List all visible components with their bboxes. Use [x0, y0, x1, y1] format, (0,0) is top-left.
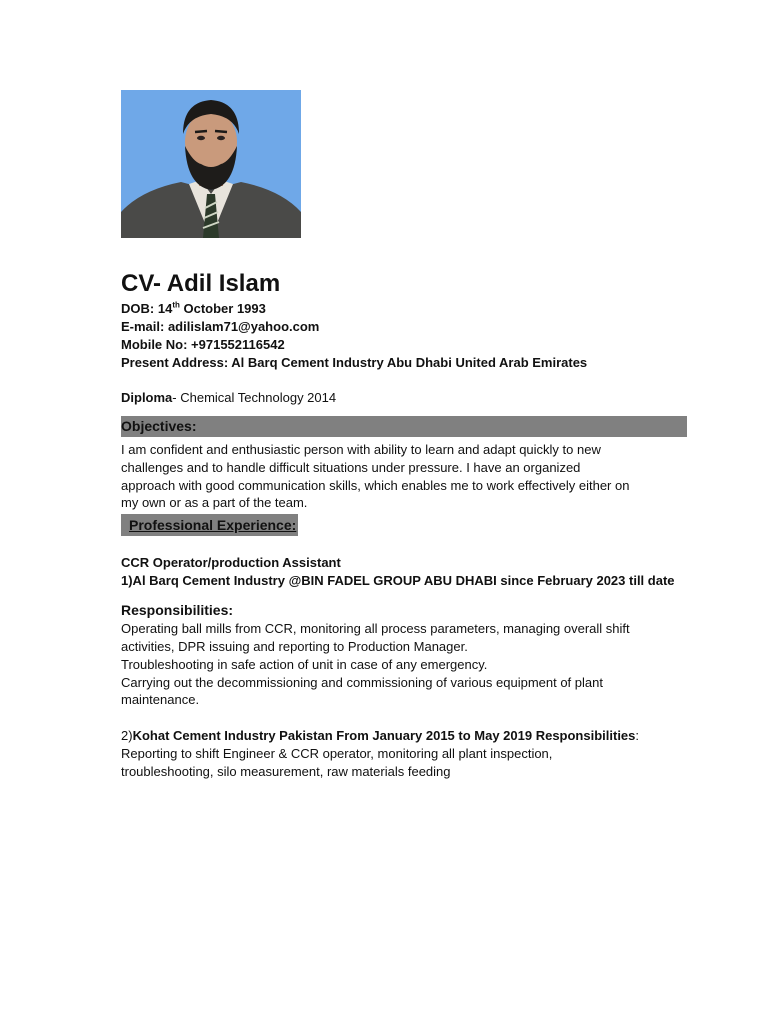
dob-line [121, 300, 691, 318]
job2-line [121, 727, 691, 745]
dob-suffix: th [172, 300, 180, 310]
job2-line-item: troubleshooting, silo measurement, raw materials feeding [121, 763, 451, 779]
education-detail: - Chemical Technology 2014 [172, 390, 337, 405]
job2-prefix: 2) [121, 728, 133, 744]
job2-responsibilities [121, 745, 691, 781]
responsibilities-heading: Responsibilities: [121, 602, 234, 619]
dob-label: DOB: [121, 301, 155, 316]
job1-line-item: Operating ball mills from CCR, monitoring all process parameters, managing overall shift [121, 621, 630, 637]
objectives-body [121, 441, 691, 512]
job2-line-item: Reporting to shift Engineer & CCR operator, monitoring all plant inspection, [121, 746, 553, 762]
objectives-line: my own or as a part of the team. [121, 495, 308, 511]
job1-line-item: Carrying out the decommissioning and commissioning of various equipment of plant [121, 674, 603, 690]
dob-day: 14 [157, 301, 173, 316]
profile-photo [121, 90, 301, 238]
job2-bold: Kohat Cement Industry Pakistan From January 2015 to May 2019 Responsibilities [132, 728, 636, 744]
objectives-heading: Objectives: [121, 416, 687, 437]
job2-colon: : [635, 728, 640, 744]
spacer [121, 372, 691, 389]
address-line: Present Address: Al Barq Cement Industry Abu Dhabi United Arab Emirates [121, 355, 588, 370]
dob-rest: October 1993 [183, 301, 266, 316]
objectives-line: I am confident and enthusiastic person with ability to learn and adapt quickly to new [121, 442, 601, 457]
job1-responsibilities [121, 620, 691, 709]
job1-line-item: maintenance. [121, 692, 200, 708]
cv-content [121, 268, 691, 781]
experience-heading [121, 514, 298, 536]
spacer [121, 536, 691, 554]
objectives-line: challenges and to handle difficult situations under pressure. I have an organized [121, 459, 581, 475]
portrait-image [121, 90, 301, 238]
email-line: E-mail: adilislam71@yahoo.com [121, 319, 320, 334]
experience-heading-text: Professional Experience: [129, 517, 297, 534]
objectives-line: approach with good communication skills, which enables me to work effectively either on [121, 477, 630, 493]
job1-line-item: activities, DPR issuing and reporting to Production Manager. [121, 638, 468, 654]
cv-title: CV- Adil Islam [121, 270, 281, 297]
role-line: CCR Operator/production Assistant [121, 555, 341, 571]
education-line [121, 389, 691, 407]
spacer [121, 709, 691, 727]
job1-line-item: Troubleshooting in safe action of unit in case of any emergency. [121, 656, 488, 672]
mobile-line: Mobile No: +971552116542 [121, 337, 285, 352]
job1-line: 1)Al Barq Cement Industry @BIN FADEL GROUP ABU DHABI since February 2023 till date [121, 573, 675, 589]
education-label: Diploma [121, 390, 173, 405]
